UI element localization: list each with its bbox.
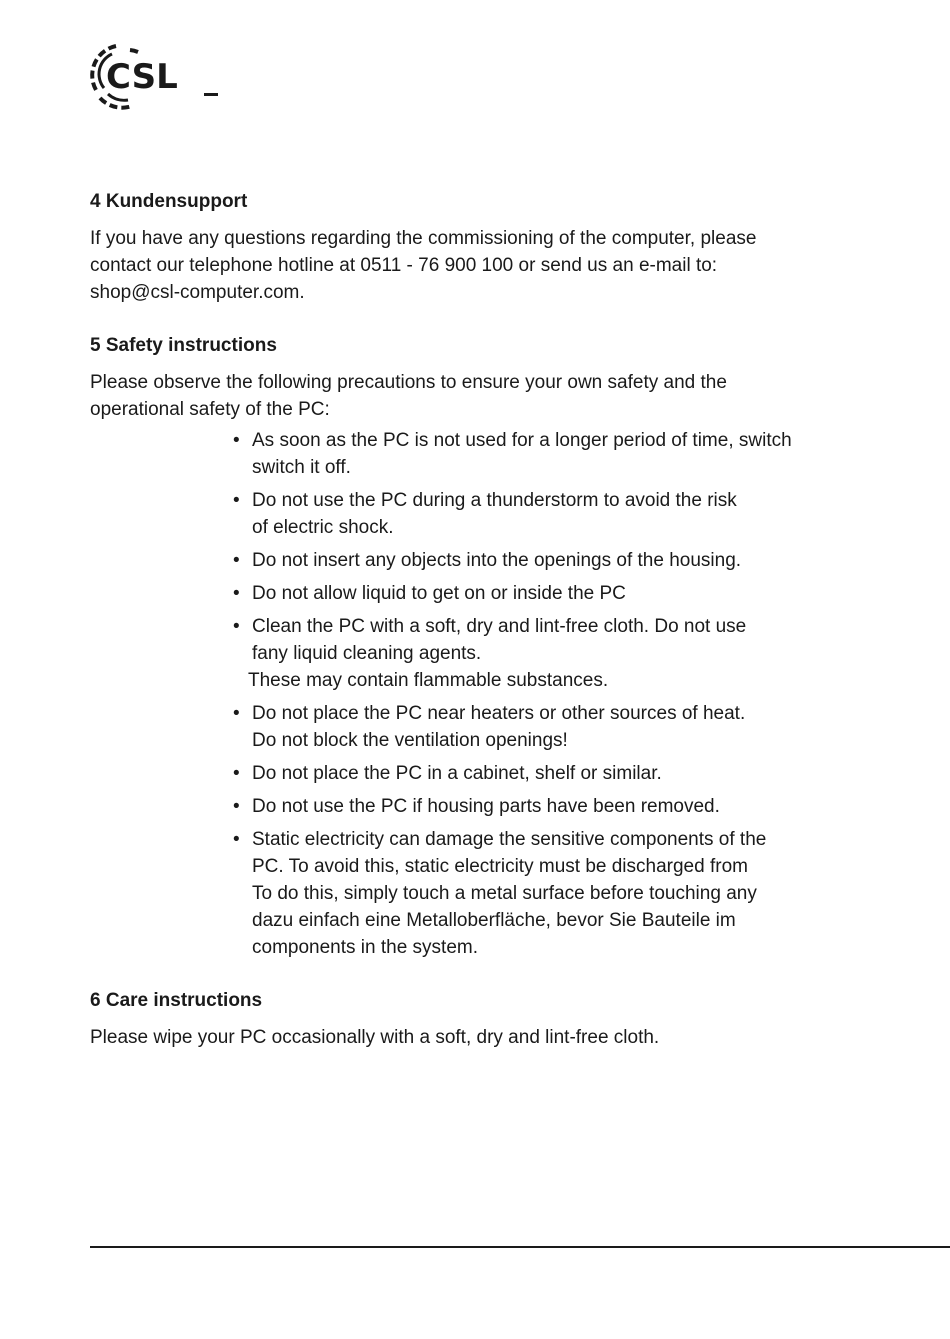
safety-item-line: fany liquid cleaning agents. xyxy=(252,643,482,664)
support-email: shop@csl-computer.com. xyxy=(90,282,305,303)
safety-item-line: • Do not place the PC near heaters or other sources of heat. xyxy=(252,703,746,724)
section-care-instructions xyxy=(90,987,850,1051)
safety-item xyxy=(233,547,850,574)
safety-item-line: • As soon as the PC is not used for a longer period of time, switch xyxy=(252,430,792,451)
safety-item-line: • Do not use the PC if housing parts have been removed. xyxy=(252,796,720,817)
support-heading: 4 Kundensupport xyxy=(90,191,248,212)
csl-logo xyxy=(88,40,228,112)
safety-item-line: • Do not allow liquid to get on or inside the PC xyxy=(252,583,626,604)
page-content xyxy=(90,188,850,1077)
safety-item xyxy=(233,793,850,820)
safety-item-line: Do not block the ventilation openings! xyxy=(252,730,568,751)
footer-divider xyxy=(90,1246,950,1248)
safety-item-line: of electric shock. xyxy=(252,517,394,538)
safety-item-line: • Static electricity can damage the sensitive components of the xyxy=(252,829,767,850)
safety-item-line: • Do not place the PC in a cabinet, shelf or similar. xyxy=(252,763,662,784)
safety-item xyxy=(233,760,850,787)
safety-intro xyxy=(90,369,850,423)
support-text xyxy=(90,225,850,306)
care-heading: 6 Care instructions xyxy=(90,990,263,1011)
safety-item xyxy=(233,427,850,481)
safety-item-line: • Clean the PC with a soft, dry and lint-free cloth. Do not use xyxy=(252,616,747,637)
safety-item xyxy=(233,700,850,754)
safety-heading: 5 Safety instructions xyxy=(90,335,277,356)
safety-item-line: These may contain flammable substances. xyxy=(248,670,609,691)
safety-item-line: switch it off. xyxy=(252,457,351,478)
safety-intro-line: Please observe the following precautions to ensure your own safety and the xyxy=(90,372,727,393)
safety-item xyxy=(233,487,850,541)
safety-item-line: • Do not use the PC during a thunderstorm to avoid the risk xyxy=(252,490,737,511)
safety-item xyxy=(233,826,850,961)
safety-item-line: components in the system. xyxy=(252,937,478,958)
safety-item xyxy=(233,613,850,694)
safety-intro-line: operational safety of the PC: xyxy=(90,399,330,420)
logo-text: CSL xyxy=(106,57,178,97)
support-line: contact our telephone hotline at 0511 - 76 900 100 or send us an e-mail to: xyxy=(90,255,718,276)
safety-item-line: dazu einfach eine Metalloberfläche, bevor Sie Bauteile im xyxy=(252,910,736,931)
support-line: If you have any questions regarding the commissioning of the computer, please xyxy=(90,228,757,249)
safety-item-line: PC. To avoid this, static electricity must be discharged from xyxy=(252,856,748,877)
safety-list xyxy=(90,427,850,961)
safety-item-line: To do this, simply touch a metal surface before touching any xyxy=(252,883,757,904)
section-customer-support xyxy=(90,188,850,306)
section-safety-instructions xyxy=(90,332,850,961)
care-text: Please wipe your PC occasionally with a soft, dry and lint-free cloth. xyxy=(90,1027,660,1048)
safety-item xyxy=(233,580,850,607)
safety-item-line: • Do not insert any objects into the openings of the housing. xyxy=(252,550,742,571)
